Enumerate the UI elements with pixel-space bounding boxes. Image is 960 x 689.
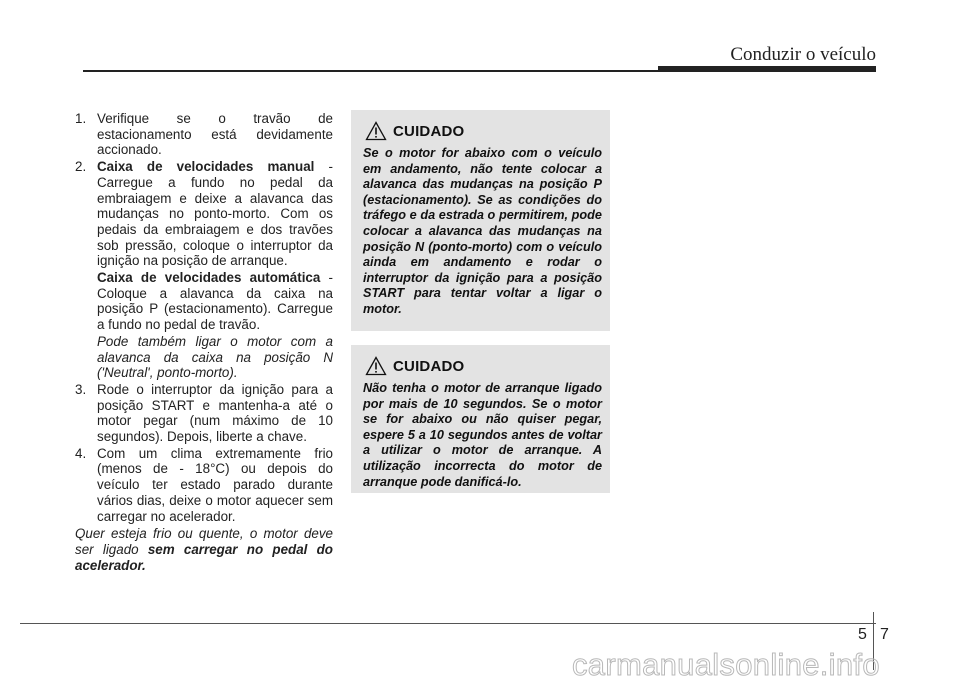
step-text [97,159,333,269]
caution-box [351,110,610,331]
step-1 [75,111,333,158]
step-number: 3. [75,381,87,397]
step-number: 4. [75,445,87,461]
auto-gearbox-paragraph [97,270,333,333]
caution-box [351,345,610,493]
step-2 [75,159,333,269]
auto-note: Pode também ligar o motor com a alavanca da caixa na posição N ('Neutral', ponto-morto). [97,333,333,381]
caution-header [363,353,602,379]
watermark: carmanualsonline.info [572,647,880,682]
step-text: Com um clima extremamente frio (menos de - 18°C) ou depois do veículo ter estado parado durante vários dias, deixe o motor aquecer sem carregar no acelerador. [97,445,333,524]
header-rule [83,70,660,72]
step-number: 1. [75,111,87,126]
instructions-column [75,111,333,573]
closing-emphasis: sem carregar no pedal do acelerador. [75,541,333,573]
caution-header [363,118,602,144]
warning-triangle-icon [365,121,387,141]
warning-triangle-icon [365,356,387,376]
caution-text: Se o motor for abaixo com o veículo em andamento, não tente colocar a alavanca das mudanças na posição P (estacionamento). Se as condições do tráfego e da estrada o permitirem, pode colocar a alavanca das mudanças na posição N (ponto-morto) com o veículo ainda em andamento e rodar o interruptor da ignição para a posição START para tentar voltar a ligar o motor. [363,146,602,316]
step-text: Verifique se o travão de estacionamento está devidamente accionado. [97,111,333,158]
page-header-title: Conduzir o veículo [730,44,876,65]
auto-body: - Coloque a alavanca da caixa na posição P (estacionamento). Carregue a fundo no pedal de travão. [97,270,333,333]
footer-rule [20,623,876,624]
header-rule-thick [658,66,876,72]
closing-italic: Quer esteja frio ou quente, o motor deve ser ligado [75,526,333,557]
step-3 [75,382,333,445]
step-body: - Carregue a fundo no pedal da embraiagem e deixe a alavanca das mudanças no ponto-morto. Com os pedais da embraiagem e dos travões sob pressão, coloque o interruptor da ignição na posição de arranque. [97,159,333,269]
auto-heading: Caixa de velocidades automática [97,270,321,286]
caution-title: CUIDADO [393,122,465,140]
caution-text: Não tenha o motor de arranque ligado por mais de 10 segundos. Se o motor se for abaixo ou não quiser pegar, espere 5 a 10 segundos antes de voltar a utilizar o motor de arranque. A utilização incorrecta do motor de arranque pode danificá-lo. [363,381,602,489]
section-number: 5 [858,626,867,643]
closing-note [75,526,333,573]
page-number: 7 [880,626,889,643]
caution-title: CUIDADO [393,357,465,375]
step-heading: Caixa de velocidades manual [97,159,315,175]
step-number: 2. [75,159,87,175]
step-text: Rode o interruptor da ignição para a posição START e mantenha-a até o motor pegar (num máximo de 10 segundos). Depois, liberte a chave. [97,381,333,445]
step-4 [75,446,333,525]
